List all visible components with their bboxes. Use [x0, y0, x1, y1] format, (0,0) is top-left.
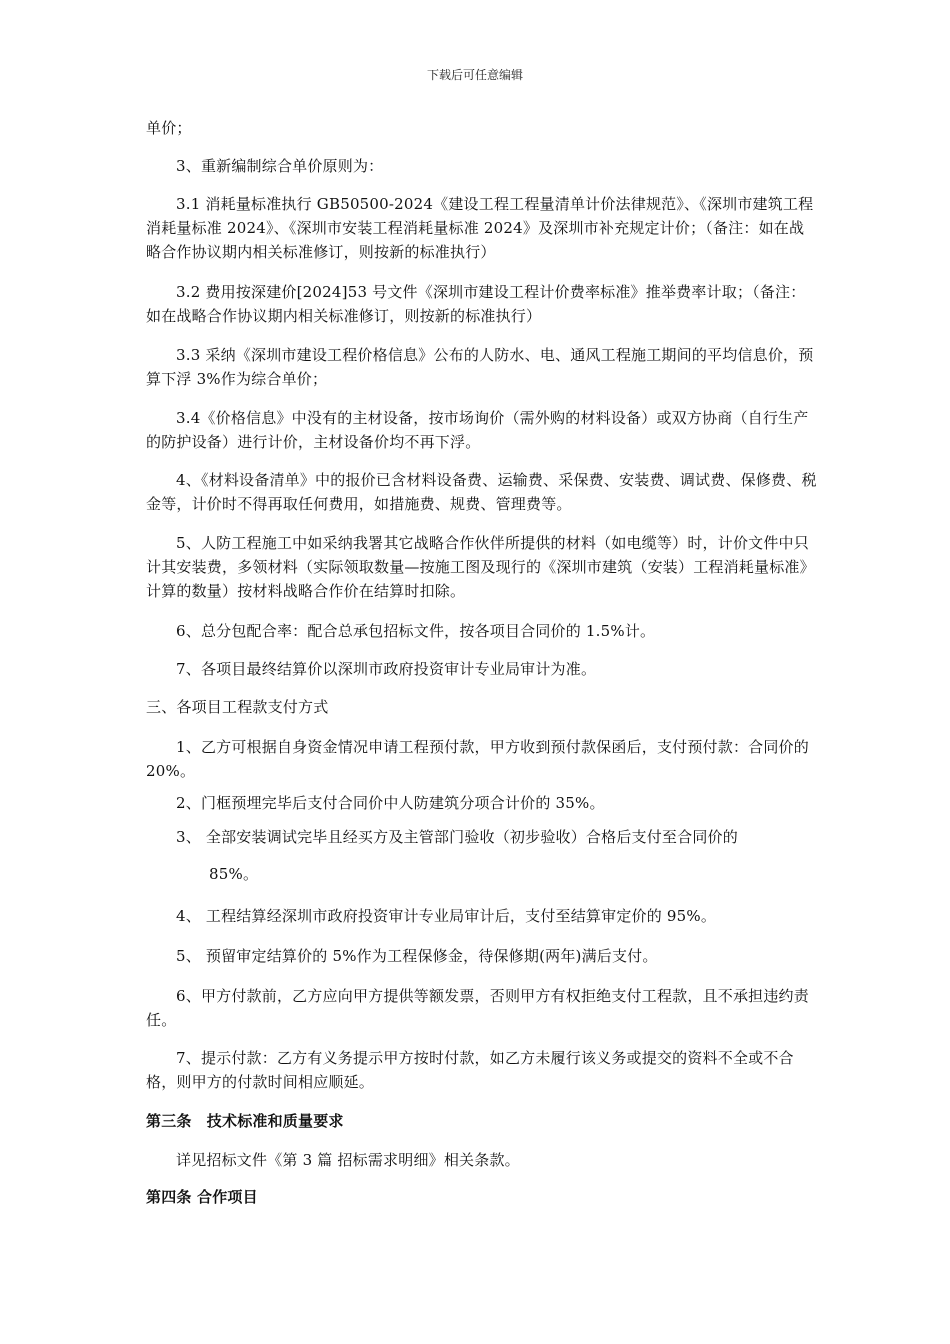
paragraph: 单价；	[146, 119, 192, 137]
paragraph: 4、《材料设备清单》中的报价已含材料设备费、运输费、采保费、安装费、调试费、保修费、税金等，计价时不得再取任何费用，如措施费、规费、管理费等。	[146, 471, 817, 513]
paragraph: 2、门框预埋完毕后支付合同价中人防建筑分项合计价的 35%。	[176, 794, 605, 812]
paragraph: 3.4《价格信息》中没有的主材设备，按市场询价（需外购的材料设备）或双方协商（自行生产的防护设备）进行计价，主材设备价均不再下浮。	[146, 409, 809, 451]
paragraph: 6、甲方付款前，乙方应向甲方提供等额发票，否则甲方有权拒绝支付工程款，且不承担违约责任。	[146, 987, 809, 1029]
paragraph: 详见招标文件《第 3 篇 招标需求明细》相关条款。	[176, 1151, 520, 1169]
section-heading: 三、各项目工程款支付方式	[146, 698, 329, 716]
paragraph: 5、 预留审定结算价的 5%作为工程保修金，待保修期(两年)满后支付。	[176, 947, 658, 965]
article-heading: 第四条 合作项目	[146, 1188, 258, 1206]
paragraph: 4、 工程结算经深圳市政府投资审计专业局审计后，支付至结算审定价的 95%。	[176, 907, 717, 925]
paragraph: 7、提示付款：乙方有义务提示甲方按时付款，如乙方未履行该义务或提交的资料不全或不合格，则甲方的付款时间相应顺延。	[146, 1049, 794, 1091]
paragraph: 5、人防工程施工中如采纳我署其它战略合作伙伴所提供的材料（如电缆等）时，计价文件中只计其安装费，多领材料（实际领取数量—按施工图及现行的《深圳市建筑（安装）工程消耗量标准》计算的数量）按材料战略合作价在结算时扣除。	[146, 534, 815, 600]
paragraph: 3、重新编制综合单价原则为：	[176, 157, 384, 175]
paragraph: 3.1 消耗量标准执行 GB50500-2024《建设工程工程量清单计价法律规范》、《深圳市建筑工程消耗量标准 2024》、《深圳市安装工程消耗量标准 2024》及深圳市补充规定计价；（备注：如在战略合作协议期内相关标准修订，则按新的标准执行）	[146, 195, 814, 261]
paragraph: 7、各项目最终结算价以深圳市政府投资审计专业局审计为准。	[176, 660, 597, 678]
paragraph: 6、总分包配合率：配合总承包招标文件，按各项目合同价的 1.5%计。	[176, 622, 656, 640]
paragraph: 85%。	[209, 865, 259, 883]
article-heading: 第三条 技术标准和质量要求	[146, 1112, 344, 1130]
paragraph: 3、 全部安装调试完毕且经买方及主管部门验收（初步验收）合格后支付至合同价的	[176, 828, 738, 846]
paragraph: 1、乙方可根据自身资金情况申请工程预付款，甲方收到预付款保函后，支付预付款：合同价的 20%。	[146, 738, 809, 780]
page-header: 下载后可任意编辑	[426, 68, 523, 82]
paragraph: 3.2 费用按深建价[2024]53 号文件《深圳市建设工程计价费率标准》推举费率计取；（备注：如在战略合作协议期内相关标准修订，则按新的标准执行）	[146, 283, 806, 325]
paragraph: 3.3 采纳《深圳市建设工程价格信息》公布的人防水、电、通风工程施工期间的平均信息价，预算下浮 3%作为综合单价；	[146, 346, 814, 388]
